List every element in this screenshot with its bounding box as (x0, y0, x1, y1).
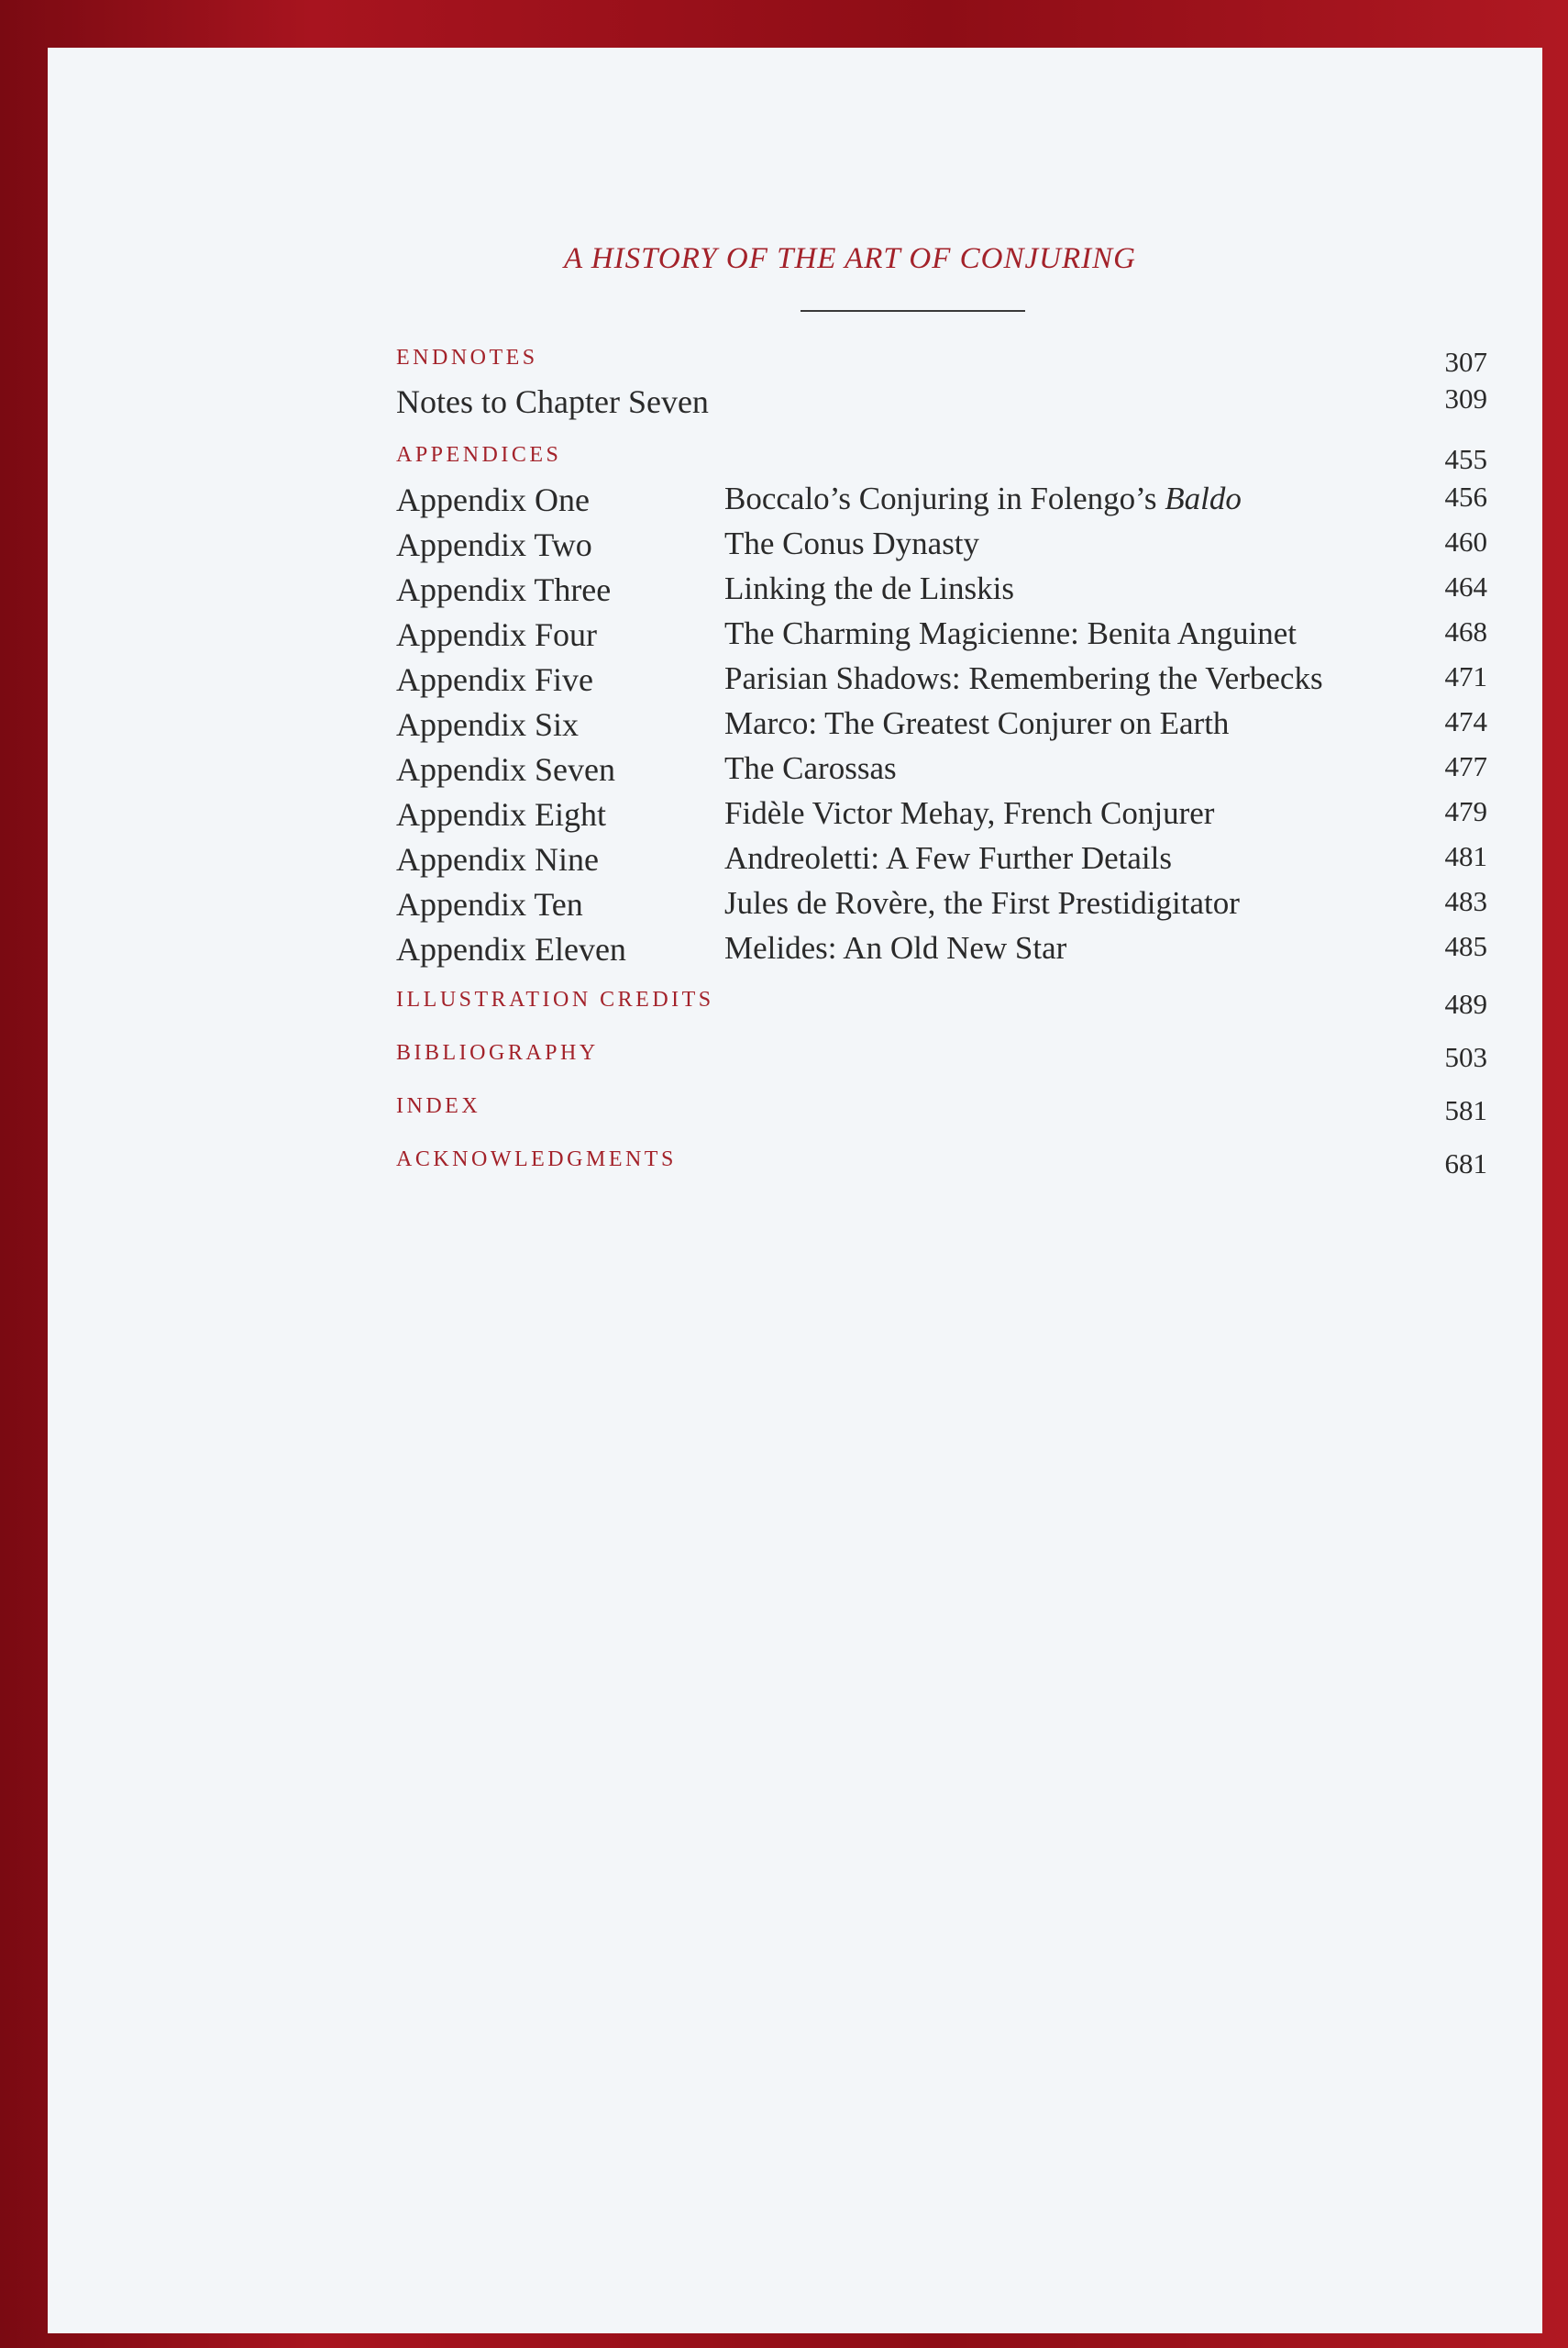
toc-entry (396, 795, 1487, 841)
appendix-title: Fidèle Victor Mehay, French Conjurer (724, 795, 1215, 831)
appendix-title: Linking the de Linskis (724, 570, 1014, 606)
toc-page-number: 481 (1444, 840, 1487, 872)
toc-page-number: 503 (1444, 1041, 1487, 1073)
toc-section-row (396, 1041, 1487, 1087)
toc-heading: BIBLIOGRAPHY (396, 1041, 599, 1065)
appendix-title: The Carossas (724, 750, 897, 786)
toc-entry (396, 481, 1487, 526)
appendix-label: Appendix Eight (396, 796, 606, 833)
appendix-title: Andreoletti: A Few Further Details (724, 840, 1172, 876)
toc-page-number: 471 (1444, 660, 1487, 692)
toc-page-number: 681 (1444, 1147, 1487, 1180)
appendix-title-italic: Baldo (1165, 481, 1242, 516)
appendix-label: Appendix One (396, 482, 590, 518)
toc-entry (396, 930, 1487, 976)
toc-entry (396, 840, 1487, 886)
toc-page-number: 581 (1444, 1094, 1487, 1126)
toc-section-row (396, 1094, 1487, 1140)
appendix-title: Melides: An Old New Star (724, 930, 1067, 966)
toc-heading: ILLUSTRATION CREDITS (396, 988, 714, 1012)
toc-entry (396, 660, 1487, 706)
toc-entry (396, 570, 1487, 616)
toc-page-number: 307 (1444, 346, 1487, 378)
toc-page-number: 468 (1444, 615, 1487, 648)
toc-page-number: 477 (1444, 750, 1487, 782)
toc-page-number: 460 (1444, 526, 1487, 558)
toc-entry (396, 885, 1487, 931)
toc-page-number: 309 (1444, 382, 1487, 415)
toc-heading: ENDNOTES (396, 346, 538, 370)
toc-page-number: 489 (1444, 988, 1487, 1020)
appendix-label: Appendix Ten (396, 886, 583, 923)
book-page (48, 48, 1542, 2333)
appendix-label: Appendix Five (396, 661, 593, 698)
toc-entry (396, 750, 1487, 796)
appendix-label: Appendix Eleven (396, 931, 626, 968)
appendix-title: Jules de Rovère, the First Prestidigitator (724, 885, 1240, 921)
toc-page-number: 479 (1444, 795, 1487, 827)
appendix-title: Parisian Shadows: Remembering the Verbecks (724, 660, 1323, 696)
toc-page-number: 464 (1444, 570, 1487, 603)
appendix-label: Appendix Six (396, 706, 580, 743)
toc-page-number: 485 (1444, 930, 1487, 962)
running-head: A HISTORY OF THE ART OF CONJURING (563, 242, 1136, 275)
appendix-title: Boccalo’s Conjuring in Folengo’s Baldo (724, 481, 1242, 516)
appendix-label: Appendix Four (396, 616, 597, 653)
toc-page-number: 455 (1444, 443, 1487, 475)
toc-section-row (396, 988, 1487, 1034)
appendix-label: Appendix Nine (396, 841, 599, 878)
toc-entry-title: Notes to Chapter Seven (396, 383, 709, 420)
appendix-label: Appendix Two (396, 526, 592, 563)
appendix-title: The Charming Magicienne: Benita Anguinet (724, 615, 1297, 651)
toc-heading: INDEX (396, 1094, 481, 1118)
appendix-title: Marco: The Greatest Conjurer on Earth (724, 705, 1230, 741)
toc-section-row (396, 1147, 1487, 1193)
toc-entry (396, 615, 1487, 661)
toc-page-number: 474 (1444, 705, 1487, 737)
appendix-label: Appendix Seven (396, 751, 615, 788)
toc-entry (396, 705, 1487, 751)
toc-page-number: 456 (1444, 481, 1487, 513)
appendix-label: Appendix Three (396, 571, 612, 608)
toc-heading: APPENDICES (396, 443, 562, 467)
toc-heading: ACKNOWLEDGMENTS (396, 1147, 677, 1171)
appendix-title: The Conus Dynasty (724, 526, 980, 561)
toc-entry (396, 526, 1487, 571)
toc-entry (396, 382, 1487, 428)
decorative-rule (801, 310, 1025, 312)
toc-page-number: 483 (1444, 885, 1487, 917)
